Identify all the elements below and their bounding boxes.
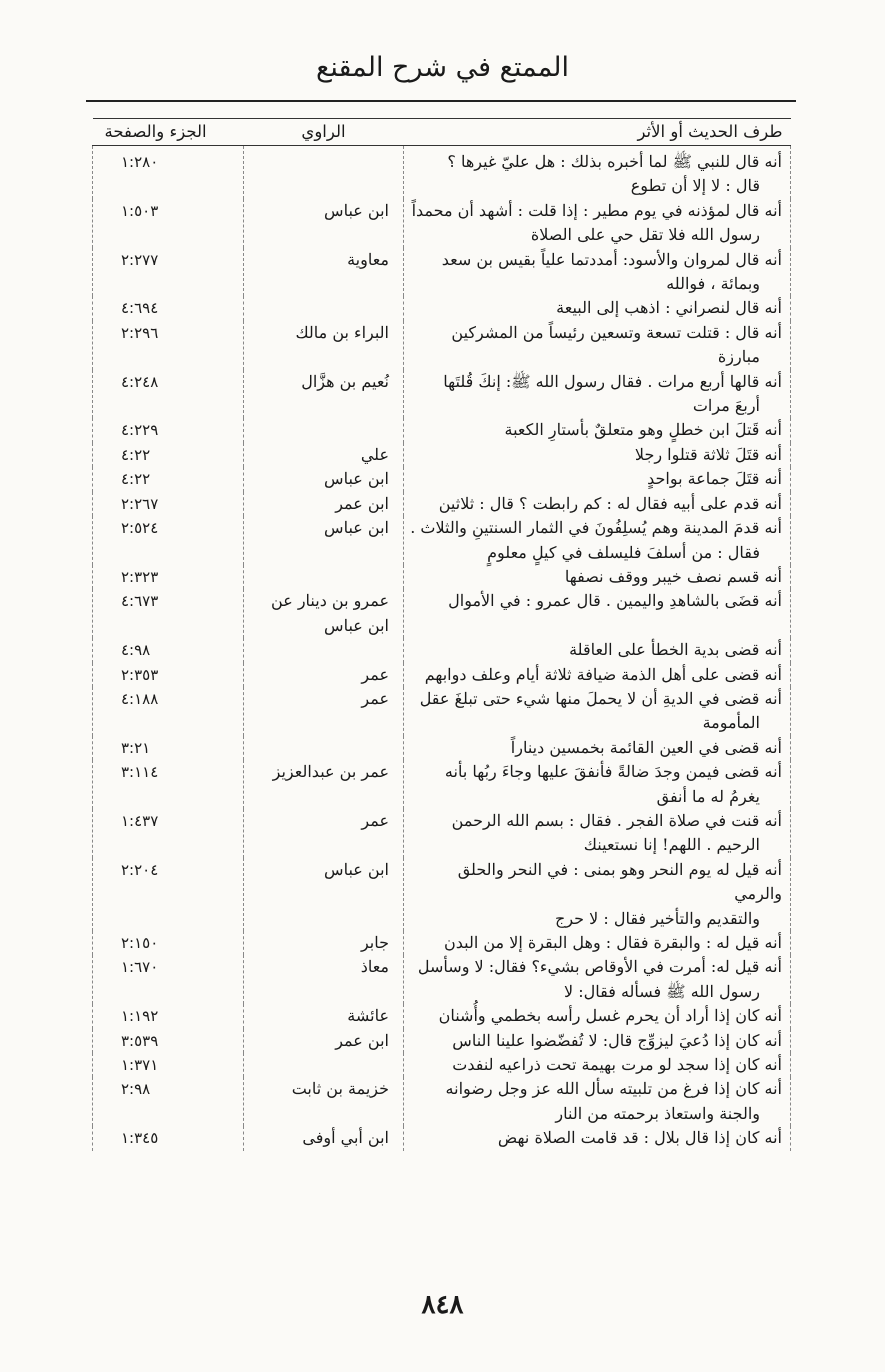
hadith-text-cell xyxy=(404,492,791,516)
hadith-text: أنه قضى فيمن وجدَ ضالةً فأنفقَ عليها وجاءَ ربُها بأنه xyxy=(444,762,782,782)
table-row xyxy=(93,296,791,320)
narrator-cell: ابن عباس xyxy=(244,858,404,931)
hadith-text: أنه قال لمؤذنه في يوم مطير : إذا قلت : أشهد أن محمداً xyxy=(411,200,782,220)
hadith-text-continuation: والجنة واستعاذ برحمته من النار xyxy=(555,1103,760,1123)
header-rule xyxy=(86,100,796,102)
hadith-text-continuation: مبارزة xyxy=(717,347,760,367)
narrator-cell: البراء بن مالك xyxy=(244,321,404,370)
narrator-cell: ابن أبي أوفى xyxy=(244,1126,404,1150)
table-row xyxy=(93,809,791,858)
hadith-text-cell xyxy=(404,858,791,931)
table-row xyxy=(93,955,791,1004)
volume-page-cell: ١:٥٠٣ xyxy=(93,199,244,248)
hadith-text-cell xyxy=(404,565,791,589)
volume-page-cell: ٤:٩٨ xyxy=(93,638,244,662)
hadith-text-continuation: رسول الله فلا تقل حي على الصلاة xyxy=(530,225,760,245)
hadith-text-continuation: قال : لا إلا أن تطوع xyxy=(630,176,760,196)
hadith-text-cell xyxy=(404,443,791,467)
column-header-volume-page: الجزء والصفحة xyxy=(93,119,244,146)
volume-page-cell: ٢:٢٦٧ xyxy=(93,492,244,516)
hadith-text: أنه قيل له : والبقرة فقال : وهل البقرة إلا من البدن xyxy=(443,933,782,952)
hadith-text-cell xyxy=(404,736,791,760)
column-header-hadith: طرف الحديث أو الأثر xyxy=(404,119,791,146)
hadith-text: أنه كان إذا أراد أن يحرم غسل رأسه بخطمي وأُشنان xyxy=(438,1006,782,1026)
hadith-text: أنه كان إذا سجد لو مرت بهيمة تحت ذراعيه لنفدت xyxy=(452,1055,782,1075)
narrator-cell: معاذ xyxy=(244,955,404,1004)
table-row xyxy=(93,516,791,565)
narrator-cell: علي xyxy=(244,443,404,467)
narrator-cell xyxy=(244,565,404,589)
hadith-text-cell xyxy=(404,199,791,248)
narrator-cell xyxy=(244,638,404,662)
volume-page-cell: ٤:٦٧٣ xyxy=(93,589,244,638)
hadith-text: أنه قالها أربع مرات . فقال رسول الله ﷺ: إنكَ قُلتَها xyxy=(443,371,782,391)
table-row xyxy=(93,467,791,491)
hadith-text: أنه قتَلَ جماعة بواحدٍ xyxy=(647,469,782,489)
hadith-text: أنه قال لمروان والأسود: أمددتما علياً بقيس بن سعد xyxy=(441,249,782,269)
narrator-cell: خزيمة بن ثابت xyxy=(244,1077,404,1126)
volume-page-cell: ١:٣٧١ xyxy=(93,1053,244,1077)
hadith-text-cell xyxy=(404,248,791,297)
hadith-text: أنه قنت في صلاة الفجر . فقال : بسم الله الرحمن xyxy=(451,810,782,830)
table-row xyxy=(93,663,791,687)
hadith-text: أنه قال : قتلت تسعة وتسعين رئيساً من المشركين xyxy=(451,322,782,342)
table-row xyxy=(93,565,791,589)
volume-page-cell: ٤:٢٢ xyxy=(93,443,244,467)
table-row xyxy=(93,321,791,370)
table-row xyxy=(93,760,791,809)
page-number: ٨٤٨ xyxy=(421,1290,464,1320)
hadith-text: أنه قضَى بالشاهدِ واليمين . قال عمرو : في الأموال xyxy=(448,591,782,611)
hadith-text-cell xyxy=(404,1004,791,1028)
narrator-cell xyxy=(244,1053,404,1077)
table-row xyxy=(93,1077,791,1126)
hadith-text-cell xyxy=(404,418,791,442)
volume-page-cell: ٢:٢٧٧ xyxy=(93,248,244,297)
hadith-text: أنه قضى بدية الخطأ على العاقلة xyxy=(569,640,782,660)
narrator-cell: عمر بن عبدالعزيز xyxy=(244,760,404,809)
hadith-text: أنه قال لنصراني : اذهب إلى البيعة xyxy=(556,298,782,318)
narrator-cell: معاوية xyxy=(244,248,404,297)
hadith-text-continuation: المأمومة xyxy=(702,713,760,733)
volume-page-cell: ٤:٢٤٨ xyxy=(93,370,244,419)
hadith-text-continuation: فقال : من أسلفَ فليسلف في كيلٍ معلومٍ xyxy=(487,542,760,562)
narrator-cell: عمر xyxy=(244,809,404,858)
narrator-cell: ابن عمر xyxy=(244,1029,404,1053)
hadith-text-cell xyxy=(404,955,791,1004)
hadith-text: أنه قضى في العين القائمة بخمسين ديناراً xyxy=(510,737,782,757)
hadith-text: أنه كان إذا قال بلال : قد قامت الصلاة نهض xyxy=(497,1128,782,1148)
hadith-text: أنه قَتلَ ابن خطلٍ وهو متعلقٌ بأستارِ الكعبة xyxy=(504,420,782,440)
table-row xyxy=(93,1004,791,1028)
hadith-text-cell xyxy=(404,321,791,370)
table-row xyxy=(93,443,791,467)
narrator-cell: عمرو بن دينار عن ابن عباس xyxy=(244,589,404,638)
table-row xyxy=(93,858,791,931)
narrator-cell: نُعيم بن هزَّال xyxy=(244,370,404,419)
volume-page-cell: ١:٦٧٠ xyxy=(93,955,244,1004)
table-row xyxy=(93,1029,791,1053)
narrator-cell: ابن عمر xyxy=(244,492,404,516)
hadith-text: أنه قضى في الديةِ أن لا يحملَ منها شيء حتى تبلغَ عقل xyxy=(419,688,782,708)
hadith-text-cell xyxy=(404,809,791,858)
volume-page-cell: ١:١٩٢ xyxy=(93,1004,244,1028)
narrator-cell xyxy=(244,296,404,320)
hadith-text-cell xyxy=(404,589,791,638)
hadith-text: أنه قضى على أهل الذمة ضيافة ثلاثة أيام وعلف دوابهم xyxy=(424,664,782,684)
volume-page-cell: ٢:١٥٠ xyxy=(93,931,244,955)
table-row xyxy=(93,146,791,199)
hadith-text-cell xyxy=(404,370,791,419)
hadith-text-cell xyxy=(404,1053,791,1077)
volume-page-cell: ٣:٢١ xyxy=(93,736,244,760)
volume-page-cell: ٢:٢٩٦ xyxy=(93,321,244,370)
hadith-text: أنه قدمَ المدينة وهم يُسلِفُونَ في الثمار السنتينِ والثلاث . xyxy=(410,518,782,538)
table-row xyxy=(93,736,791,760)
narrator-cell: ابن عباس xyxy=(244,516,404,565)
hadith-text: أنه قتَلَ ثلاثة قتلوا رجلا xyxy=(634,444,782,464)
hadith-text-cell xyxy=(404,931,791,955)
hadith-text: أنه كان إذا دُعيَ ليزوِّج قال: لا تُفضّضوا علينا الناس xyxy=(452,1030,782,1050)
narrator-cell: جابر xyxy=(244,931,404,955)
table-row xyxy=(93,589,791,638)
hadith-text: أنه قسم نصف خيبر ووقف نصفها xyxy=(564,566,782,586)
hadith-text-continuation: وبمائة ، فوالله xyxy=(666,274,760,294)
table-row xyxy=(93,492,791,516)
volume-page-cell: ٢:٢٠٤ xyxy=(93,858,244,931)
hadith-text: أنه قيل له: أمرت في الأوقاص بشيء؟ فقال: لا وسأسل xyxy=(417,957,782,977)
volume-page-cell: ١:٢٨٠ xyxy=(93,146,244,199)
table-row xyxy=(93,1126,791,1150)
narrator-cell xyxy=(244,418,404,442)
narrator-cell xyxy=(244,736,404,760)
column-header-narrator: الراوي xyxy=(244,119,404,146)
volume-page-cell: ٤:٢٢ xyxy=(93,467,244,491)
volume-page-cell: ٢:٥٢٤ xyxy=(93,516,244,565)
hadith-text-cell xyxy=(404,638,791,662)
hadith-text-continuation: الرحيم . اللهم! إنا نستعينك xyxy=(583,835,760,855)
narrator-cell: ابن عباس xyxy=(244,467,404,491)
hadith-index-table xyxy=(92,118,791,1151)
table-row xyxy=(93,199,791,248)
hadith-text: أنه قدم على أبيه فقال له : كم رابطت ؟ قال : ثلاثين xyxy=(438,493,782,513)
table-row xyxy=(93,638,791,662)
hadith-text-cell xyxy=(404,663,791,687)
table-row xyxy=(93,1053,791,1077)
hadith-text-continuation: أربعَ مرات xyxy=(692,396,760,416)
volume-page-cell: ١:٤٣٧ xyxy=(93,809,244,858)
hadith-text-continuation: والتقديم والتأخير فقال : لا حرج xyxy=(555,908,760,928)
hadith-text-cell xyxy=(404,467,791,491)
volume-page-cell: ٢:٣٥٣ xyxy=(93,663,244,687)
table-row xyxy=(93,931,791,955)
volume-page-cell: ٢:٩٨ xyxy=(93,1077,244,1126)
volume-page-cell: ٤:٦٩٤ xyxy=(93,296,244,320)
narrator-cell: عائشة xyxy=(244,1004,404,1028)
volume-page-cell: ٤:١٨٨ xyxy=(93,687,244,736)
hadith-text-cell xyxy=(404,1029,791,1053)
hadith-text-continuation: رسول الله ﷺ فسأله فقال: لا xyxy=(564,981,760,1001)
narrator-cell xyxy=(244,146,404,199)
hadith-text-cell xyxy=(404,296,791,320)
hadith-text-cell xyxy=(404,760,791,809)
volume-page-cell: ٤:٢٢٩ xyxy=(93,418,244,442)
hadith-text-cell xyxy=(404,1077,791,1126)
volume-page-cell: ٣:١١٤ xyxy=(93,760,244,809)
hadith-text-cell xyxy=(404,687,791,736)
volume-page-cell: ١:٣٤٥ xyxy=(93,1126,244,1150)
narrator-cell: عمر xyxy=(244,687,404,736)
table-header-row xyxy=(93,119,791,146)
narrator-cell: عمر xyxy=(244,663,404,687)
volume-page-cell: ٢:٣٢٣ xyxy=(93,565,244,589)
hadith-text-continuation: يغرمُ له ما أنفق xyxy=(656,786,760,806)
table-body xyxy=(93,146,791,1151)
hadith-text: أنه كان إذا فرغ من تلبيته سأل الله عز وجل رضوانه xyxy=(445,1079,782,1099)
volume-page-cell: ٣:٥٣٩ xyxy=(93,1029,244,1053)
narrator-cell: ابن عباس xyxy=(244,199,404,248)
table-row xyxy=(93,418,791,442)
table-row xyxy=(93,687,791,736)
hadith-text-cell xyxy=(404,1126,791,1150)
hadith-text-cell xyxy=(404,146,791,199)
running-head: الممتع في شرح المقنع xyxy=(315,52,570,83)
table-row xyxy=(93,248,791,297)
table-row xyxy=(93,370,791,419)
hadith-text: أنه قال للنبي ﷺ لما أخبره بذلك : هل عليّ غيرها ؟ xyxy=(447,152,782,171)
hadith-text: أنه قيل له يوم النحر وهو بمنى : في النحر والحلق والرمي xyxy=(457,859,782,904)
hadith-text-cell xyxy=(404,516,791,565)
